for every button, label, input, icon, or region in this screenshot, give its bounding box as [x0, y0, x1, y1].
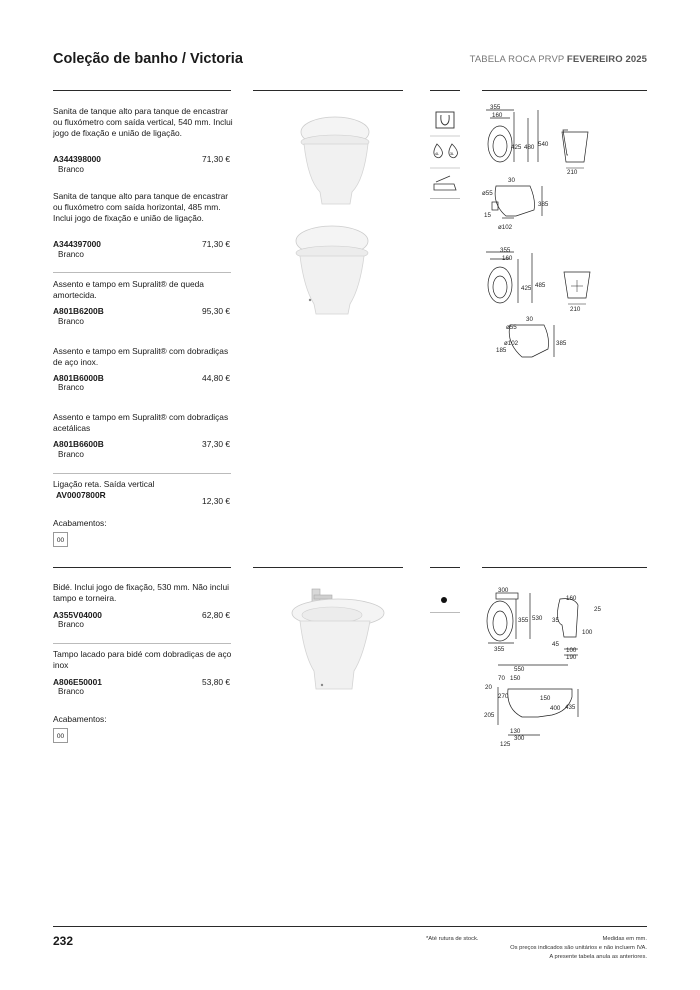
bidet-image: [282, 585, 392, 695]
product-code: A344397000: [53, 239, 101, 249]
dim-label: 385: [538, 201, 549, 208]
product-description: Sanita de tanque alto para tanque de encastrar ou fluxómetro com saída horizontal, 485 mm. Inclui jogo de fixação e união de ligação.: [53, 191, 229, 223]
icon-separator: [430, 198, 460, 199]
dim-label: 25: [594, 606, 601, 613]
finishes-label: Acabamentos:: [53, 714, 107, 724]
divider: [53, 473, 231, 474]
dim-label: 355: [500, 247, 511, 254]
dim-label: 30: [508, 177, 515, 184]
footer-note-measures: Medidas em mm.: [602, 936, 647, 942]
toilet-image-vertical: [301, 117, 369, 204]
dim-label: 70: [498, 675, 505, 682]
bullet-icon: [441, 597, 447, 603]
dim-label: 355: [518, 617, 529, 624]
svg-text:3L: 3L: [450, 152, 454, 156]
section-rule: [482, 567, 647, 568]
dim-label: 435: [565, 704, 576, 711]
dim-label: 20: [485, 684, 492, 691]
dim-label: 355: [494, 646, 505, 653]
finish-swatch[interactable]: 00: [53, 532, 68, 547]
price-table-date: FEVEREIRO 2025: [566, 54, 647, 65]
dim-label: 205: [484, 712, 495, 719]
dim-label: 125: [500, 741, 511, 748]
price-table-header: [470, 54, 647, 65]
product-code: A344398000: [53, 154, 101, 164]
section-rule: [53, 90, 231, 91]
section-rule: [253, 567, 403, 568]
product-description: Tampo lacado para bidé com dobradiças de aço inox: [53, 649, 232, 670]
dim-label: 300: [514, 735, 525, 742]
section-rule: [482, 90, 647, 91]
product-code: A355V04000: [53, 610, 102, 620]
product-color: Branco: [58, 383, 84, 392]
product-price: 37,30 €: [202, 439, 230, 449]
dim-label: 15: [484, 212, 491, 219]
divider: [53, 643, 231, 644]
product-description: Ligação reta. Saída vertical: [53, 479, 155, 489]
technical-drawing-vertical-back: [558, 128, 594, 178]
dim-label: 355: [490, 104, 501, 111]
finish-swatch[interactable]: 00: [53, 728, 68, 743]
dim-label: 540: [538, 141, 549, 148]
price-table-prefix: TABELA ROCA PRVP: [469, 54, 565, 65]
product-color: Branco: [58, 165, 84, 174]
dim-label: 400: [550, 705, 561, 712]
divider: [53, 272, 231, 273]
feature-icons: [428, 108, 462, 208]
dim-label: 160: [502, 255, 513, 262]
dim-label: 45: [552, 641, 559, 648]
product-description: Assento e tampo em Supralit® com dobradiças acetálicas: [53, 412, 229, 433]
section-rule: [53, 567, 231, 568]
product-price: 71,30 €: [202, 154, 230, 164]
toilet-images: [280, 108, 390, 318]
dim-label: 160: [566, 595, 577, 602]
dim-label: ø102: [498, 224, 513, 231]
section-rule: [430, 567, 460, 568]
dim-label: 100: [582, 629, 593, 636]
section-rule: [253, 90, 403, 91]
dim-label: 100: [566, 647, 577, 654]
dim-label: 190: [566, 654, 577, 661]
dim-label: 270: [498, 693, 509, 700]
technical-drawing-bidet: [478, 585, 608, 750]
dim-label: 35: [552, 617, 559, 624]
dim-label: 300: [498, 587, 509, 594]
footer-note-prices: Os preços indicados são unitários e não incluem IVA.: [510, 945, 647, 951]
dim-label: 150: [510, 675, 521, 682]
dim-label: 385: [556, 340, 567, 347]
product-color: Branco: [58, 687, 84, 696]
toilet-image-horizontal: [296, 226, 368, 314]
icon-separator: [430, 612, 460, 613]
product-code: A801B6200B: [53, 306, 104, 316]
product-code: A806E50001: [53, 677, 102, 687]
product-code: A801B6000B: [53, 373, 104, 383]
product-code: A801B6600B: [53, 439, 104, 449]
dim-label: 485: [535, 282, 546, 289]
dim-label: 210: [567, 169, 578, 176]
dim-label: ø55: [482, 190, 493, 197]
product-description: Assento e tampo em Supralit® com dobradiças de aço inox.: [53, 346, 229, 367]
page-title: Coleção de banho / Victoria: [53, 51, 243, 67]
product-color: Branco: [58, 250, 84, 259]
product-price: 44,80 €: [202, 373, 230, 383]
dim-label: 425: [511, 144, 522, 151]
technical-drawing-horizontal: [478, 245, 570, 365]
footer-rule: [53, 926, 647, 927]
dim-label: 30: [526, 316, 533, 323]
page-number: 232: [53, 934, 74, 948]
dim-label: 210: [570, 306, 581, 313]
product-price: 12,30 €: [202, 496, 230, 506]
product-price: 62,80 €: [202, 610, 230, 620]
dim-label: 550: [514, 666, 525, 673]
section-rule: [430, 90, 460, 91]
dim-label: 130: [510, 728, 521, 735]
product-price: 95,30 €: [202, 306, 230, 316]
product-price: 71,30 €: [202, 239, 230, 249]
footer-note-validity: A presente tabela anula as anteriores.: [549, 954, 647, 960]
dim-label: 185: [496, 347, 507, 354]
product-description: Bidé. Inclui jogo de fixação, 530 mm. Não inclui tampo e torneira.: [53, 582, 229, 603]
technical-drawing-horizontal-back: [560, 270, 596, 316]
product-color: Branco: [58, 450, 84, 459]
finishes-label: Acabamentos:: [53, 518, 107, 528]
product-description: Assento e tampo em Supralit® de queda amortecida.: [53, 279, 204, 300]
stock-note: *Até rutura de stock.: [426, 936, 479, 942]
product-description: Sanita de tanque alto para tanque de encastrar ou fluxómetro com saída vertical, 540 mm. Inclui jogo de fixação e união de ligação.: [53, 106, 233, 138]
seat-cover-icon: [434, 176, 456, 190]
water-saving-icon: [434, 144, 458, 158]
product-price: 53,80 €: [202, 677, 230, 687]
dim-label: 150: [540, 695, 551, 702]
technical-drawing-vertical: [478, 100, 568, 240]
dim-label: ø55: [506, 324, 517, 331]
dim-label: 160: [492, 112, 503, 119]
dim-label: ø102: [504, 340, 519, 347]
wall-outlet-icon: [436, 112, 454, 128]
dim-label: 480: [524, 144, 535, 151]
dim-label: 425: [521, 285, 532, 292]
product-color: Branco: [58, 620, 84, 629]
svg-text:4L: 4L: [435, 152, 439, 156]
product-code: AV0007800R: [56, 490, 106, 500]
dim-label: 530: [532, 615, 543, 622]
product-color: Branco: [58, 317, 84, 326]
